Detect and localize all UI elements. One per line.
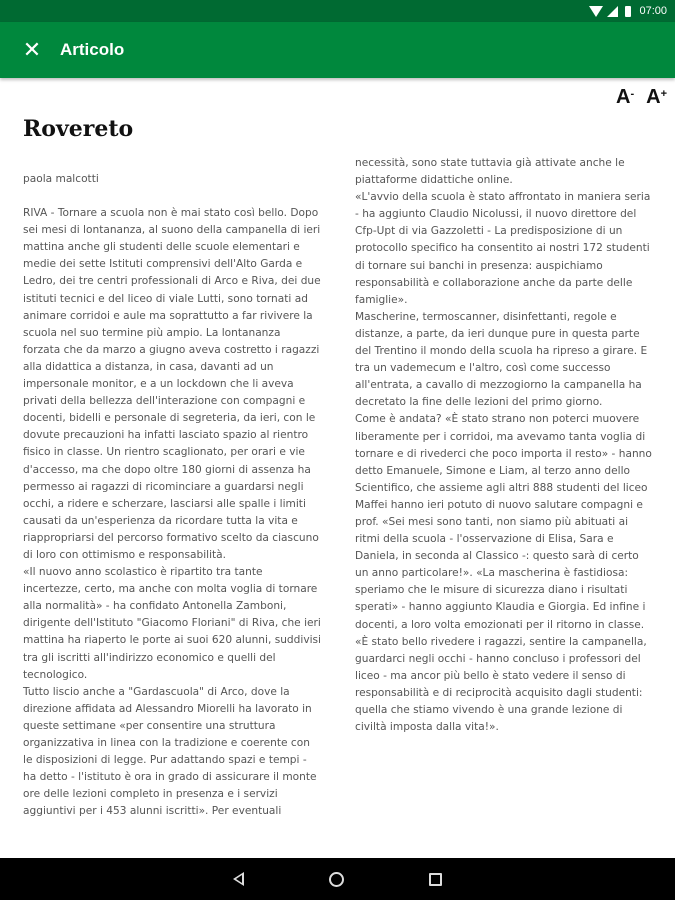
article-author: paola malcotti: [23, 173, 99, 185]
article-body: [23, 155, 653, 835]
home-icon[interactable]: [329, 872, 344, 887]
close-icon: ✕: [22, 37, 42, 63]
font-size-controls: [616, 86, 667, 109]
article-title: Rovereto: [23, 116, 134, 142]
cell-signal-icon: [607, 6, 618, 17]
wifi-icon: [589, 6, 603, 17]
article-paragraph: «L'avvio della scuola è stato affrontato in maniera seria - ha aggiunto Claudio Nicolussi, il nuovo direttore del Cfp-Upt di via Gazzoletti - La predisposizione di un protocollo specifico ha consentito ai nostri 172 studenti di tornare sui banchi in presenza: auspichiamo responsabilità e collaborazione anche da parte delle famiglie».: [355, 191, 651, 306]
app-bar: [0, 22, 675, 78]
close-button[interactable]: [14, 32, 50, 68]
font-increase-icon: A: [646, 86, 661, 108]
font-decrease-icon: A: [615, 86, 631, 108]
app-title: Articolo: [60, 40, 125, 59]
increase-font-button[interactable]: A+: [646, 86, 667, 108]
back-icon[interactable]: [233, 872, 244, 886]
recents-icon[interactable]: [429, 873, 442, 886]
article-paragraph: Mascherine, termoscanner, disinfettanti, regole e distanze, a parte, da ieri dunque pure in questa parte del Trentino il mondo della scuola ha ripreso a girare. E tra un vademecum e l'altro, così come successo all'entrata, a cavallo di mezzogiorno la campanella ha decretato la fine delle lezioni del primo giorno.: [355, 310, 648, 409]
article-paragraph: Come è andata? «È stato strano non poterci muovere liberamente per i corridoi, ma avevamo tanta voglia di tornare e di rivederci che poco importa il resto» - hanno detto Emanuele, Simone e Liam, al terzo anno dello Scientifico, che assieme agli altri 888 studenti del liceo Maffei hanno ieri potuto di nuovo salutare compagni e prof. «Sei mesi sono tanti, non siamo più abituati ai ritmi della scuola - l'osservazione di Elisa, Sara e Daniela, in seconda al Classico -: questo sarà di certo un anno particolare!». «La mascherina è fastidiosa: speriamo che le misure di sicurezza diano i risultati sperati» - hanno aggiunto Klaudia e Giorgia. Ed infine i docenti, a loro volta emozionati per il ritorno in classe. «È stato bello rivedere i ragazzi, sentire la campanella, guardarci negli occhi - hanno concluso i professori del liceo - ma ancor più bello è stato vedere il senso di responsabilità e di reciprocità acquisito dagli studenti: quella che stiamo vivendo è una grande lezione di civiltà imposta dalla vita!».: [355, 413, 652, 734]
decrease-font-button[interactable]: A-: [615, 86, 635, 108]
battery-icon: [625, 6, 631, 17]
navigation-bar: [0, 858, 675, 900]
article-paragraph: Tutto liscio anche a "Gardascuola" di Arco, dove la direzione affidata ad Alessandro Miorelli ha lavorato in queste settimane «per consentire una struttura organizzativa in linea con la tradizione e coerente con le disposizioni di legge. Pur adattando spazi e tempi - ha detto - l'istituto è ora in grado di assicurare il monte ore delle lezioni completo in presenza e i servizi aggiuntivi per i 453 alunni iscritti». Per eventuali necessità, sono state tuttavia già attivate anche le piattaforme didattiche online.: [23, 157, 625, 818]
article-paragraph: «Il nuovo anno scolastico è ripartito tra tante incertezze, certo, ma anche con molta voglia di tornare alla normalità» - ha confidato Antonella Zamboni, dirigente dell'Istituto "Giacomo Floriani" di Riva, che ieri mattina ha riaperto le porte ai suoi 620 alunni, suddivisi tra gli iscritti all'indirizzo economico e quelli del tecnologico.: [23, 566, 322, 681]
article-paragraph: RIVA - Tornare a scuola non è mai stato così bello. Dopo sei mesi di lontananza, al suono della campanella di ieri mattina anche gli studenti delle scuole elementari e medie dei sette Istituti comprensivi dell'Alto Garda e Ledro, dei tre centri professionali di Arco e Riva, dei due istituti tecnici e del liceo di viale Lutti, sono tornati ad animare corridoi e aule ma soprattutto a far rivivere la scuola nel suo termine più ampio. La lontananza forzata che da marzo a giugno aveva costretto i ragazzi alla didattica a distanza, in casa, davanti ad un impersonale monitor, e a un lockdown che li aveva privati della bellezza dell'interazione con compagni e docenti, bidelli e personale di segreteria, da ieri, con le dovute precauzioni ha infatti lasciato spazio al rientro fisico in classe. Un rientro scaglionato, per orari e vie d'accesso, ma che dopo oltre 180 giorni di assenza ha permesso ai ragazzi di ricominciare a guardarsi negli occhi, a ridere e scherzare, lasciarsi alle spalle i limiti causati da un'esperienza da ricordare tutta la vita e riappropriarsi del percorso formativo scelto da ciascuno di loro con ottimismo e responsabilità.: [23, 207, 321, 561]
status-time: 07:00: [639, 5, 667, 17]
status-bar: [0, 0, 675, 22]
